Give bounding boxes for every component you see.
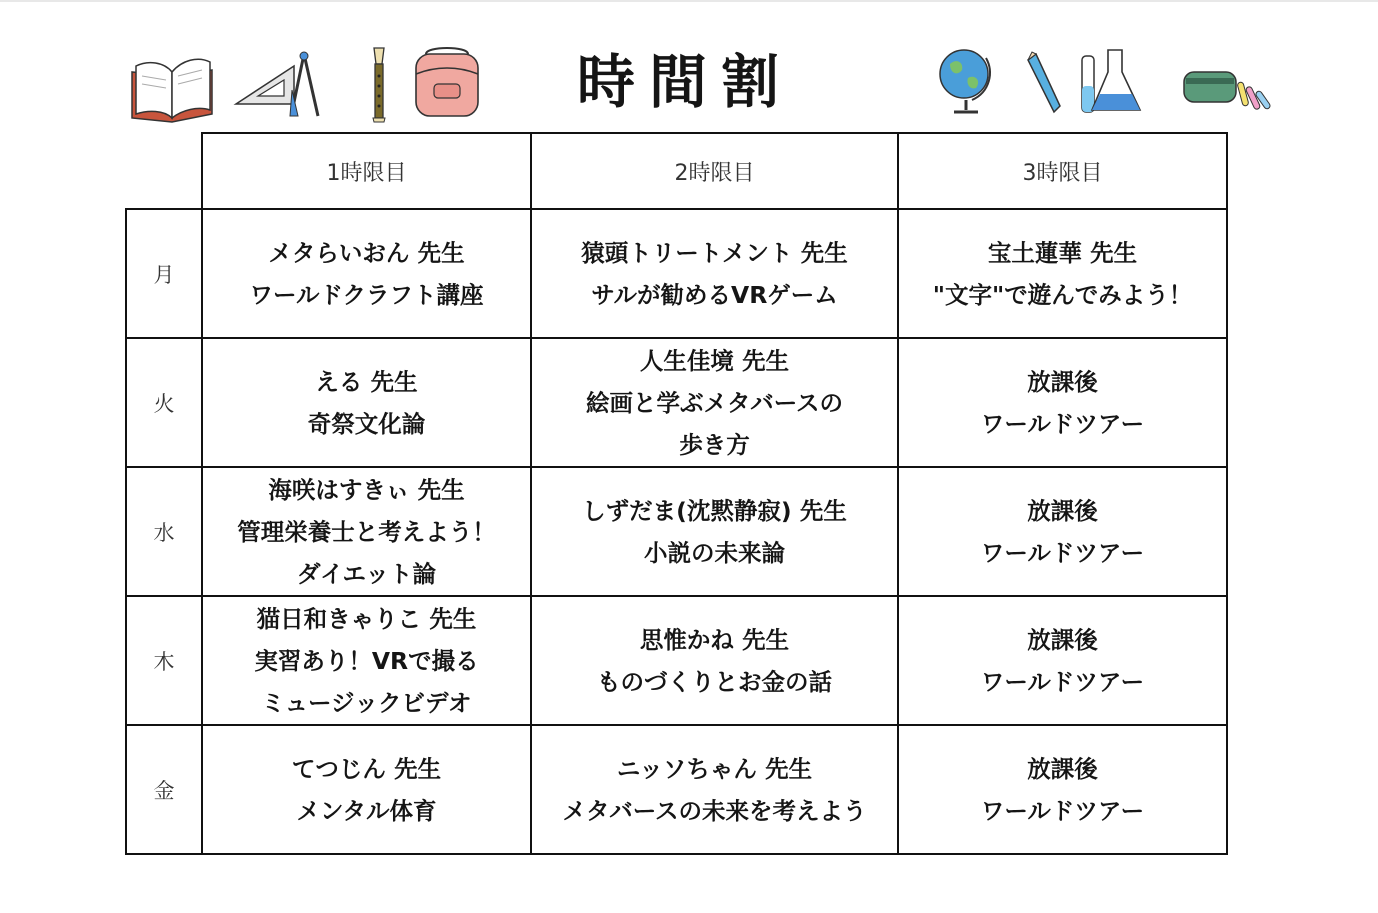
class-cell	[202, 725, 531, 854]
corner-cell	[126, 133, 202, 209]
school-backpack-icon	[406, 44, 488, 120]
class-cell	[531, 467, 898, 596]
class-cell	[898, 209, 1227, 338]
table-row-thursday	[126, 596, 1227, 725]
class-cell	[202, 596, 531, 725]
teacher-name: 猫日和きゃりこ 先生	[256, 604, 477, 633]
teacher-name: 海咲はすきぃ 先生	[268, 475, 465, 504]
class-title: メタバースの未来を考えよう	[562, 796, 867, 825]
top-border-line	[0, 0, 1378, 2]
class-title: ワールドツアー	[980, 796, 1145, 825]
class-title: 奇祭文化論	[307, 409, 426, 438]
class-cell	[202, 338, 531, 467]
period-header-2: 2時限目	[531, 133, 898, 209]
teacher-name: メタらいおん 先生	[268, 238, 465, 267]
class-title: ワールドツアー	[980, 538, 1145, 567]
timetable	[125, 132, 1228, 855]
period-header-row	[126, 133, 1227, 209]
table-row-friday	[126, 725, 1227, 854]
class-title: ワールドツアー	[980, 667, 1145, 696]
class-title: ワールドクラフト講座	[249, 280, 484, 309]
teacher-name: てつじん 先生	[291, 754, 442, 783]
teacher-name: 人生佳境 先生	[639, 346, 790, 375]
flask-icon	[1078, 46, 1144, 118]
class-cell	[898, 338, 1227, 467]
teacher-name: しずだま(沈黙静寂) 先生	[582, 496, 847, 525]
table-row-monday	[126, 209, 1227, 338]
class-title: 実習あり！VRで撮る	[254, 646, 479, 675]
class-cell	[531, 338, 898, 467]
class-title-cont: ダイエット論	[296, 559, 437, 588]
class-cell	[531, 209, 898, 338]
open-book-icon	[126, 52, 218, 124]
pencil-case-chalk-icon	[1180, 62, 1272, 116]
slot-label: 放課後	[1027, 625, 1098, 654]
class-title: 小説の未来論	[644, 538, 785, 567]
slot-label: 放課後	[1027, 367, 1098, 396]
day-label-monday: 月	[126, 209, 202, 338]
class-title: サルが勧めるVRゲーム	[591, 280, 838, 309]
globe-icon	[936, 44, 996, 118]
class-title: 管理栄養士と考えよう！	[237, 517, 496, 546]
teacher-name: 思惟かね 先生	[639, 625, 790, 654]
class-cell	[898, 467, 1227, 596]
day-label-tuesday: 火	[126, 338, 202, 467]
table-row-tuesday	[126, 338, 1227, 467]
class-title-cont: ミュージックビデオ	[261, 688, 472, 717]
class-title-cont: 歩き方	[679, 430, 750, 459]
class-cell	[202, 209, 531, 338]
class-title: 絵画と学ぶメタバースの	[585, 388, 844, 417]
class-title: メンタル体育	[296, 796, 437, 825]
teacher-name: 猿頭トリートメント 先生	[581, 238, 848, 267]
class-title: ものづくりとお金の話	[597, 667, 832, 696]
class-title: ワールドツアー	[980, 409, 1145, 438]
table-row-wednesday	[126, 467, 1227, 596]
page-title: 時間割	[576, 48, 793, 116]
class-cell	[531, 725, 898, 854]
slot-label: 放課後	[1027, 754, 1098, 783]
teacher-name: える 先生	[315, 367, 418, 396]
class-cell	[531, 596, 898, 725]
period-header-1: 1時限目	[202, 133, 531, 209]
teacher-name: 宝土蓮華 先生	[987, 238, 1138, 267]
day-label-wednesday: 水	[126, 467, 202, 596]
class-cell	[202, 467, 531, 596]
day-label-friday: 金	[126, 725, 202, 854]
slot-label: 放課後	[1027, 496, 1098, 525]
recorder-icon	[364, 44, 394, 124]
pencil-icon	[1024, 50, 1064, 116]
day-label-thursday: 木	[126, 596, 202, 725]
class-cell	[898, 725, 1227, 854]
teacher-name: ニッソちゃん 先生	[616, 754, 813, 783]
class-title: "文字"で遊んでみよう！	[932, 280, 1193, 309]
period-header-3: 3時限目	[898, 133, 1227, 209]
class-cell	[898, 596, 1227, 725]
triangle-ruler-compass-icon	[232, 50, 322, 122]
